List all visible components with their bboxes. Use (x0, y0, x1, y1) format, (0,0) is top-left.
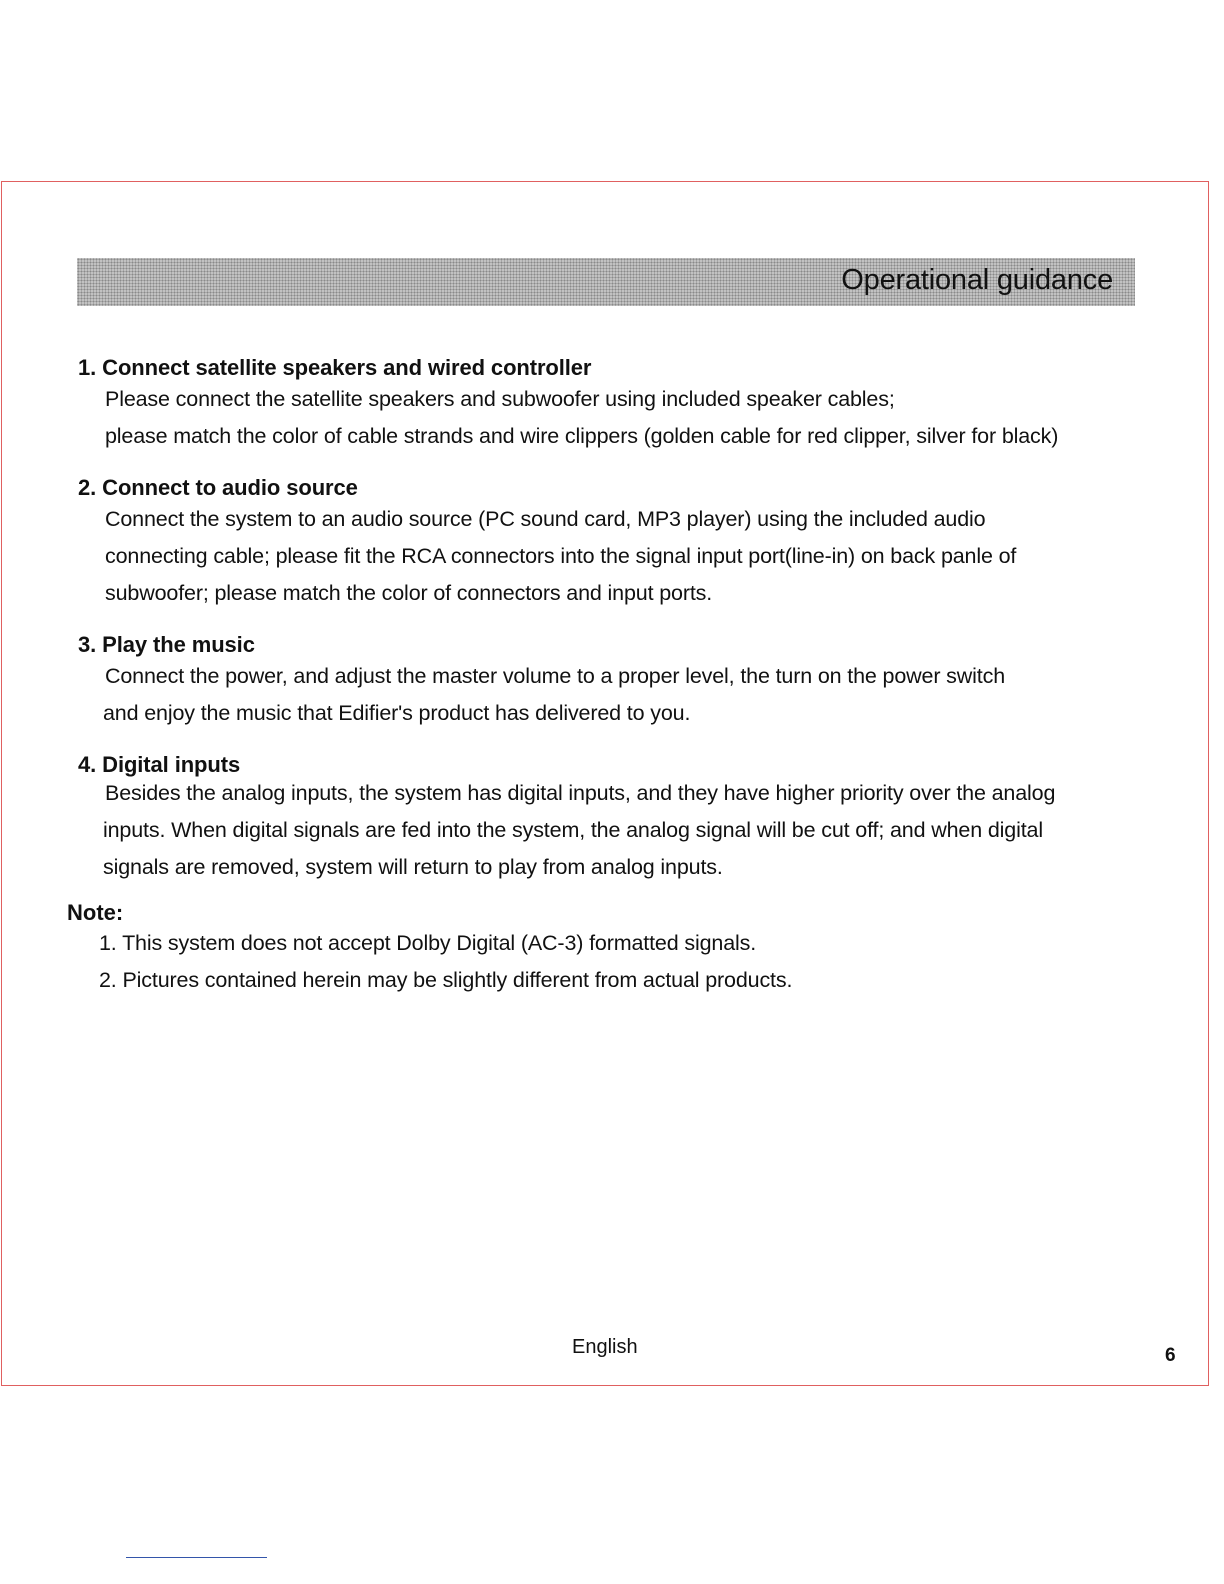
page-title: Operational guidance (841, 264, 1113, 296)
note-item: 1. This system does not accept Dolby Digital (AC-3) formatted signals. (99, 931, 757, 955)
section-2-title: 2. Connect to audio source (78, 475, 358, 500)
section-1-line: please match the color of cable strands and wire clippers (golden cable for red clipper, silver for black) (105, 424, 1059, 448)
section-2-line: Connect the system to an audio source (PC sound card, MP3 player) using the included audio (105, 507, 986, 531)
section-1-title: 1. Connect satellite speakers and wired controller (78, 355, 592, 380)
section-3-line: and enjoy the music that Edifier's product has delivered to you. (103, 701, 691, 725)
section-4-line: inputs. When digital signals are fed into the system, the analog signal will be cut off; and when digital (103, 818, 1043, 842)
page-number: 6 (1165, 1345, 1176, 1366)
footer-language: English (572, 1336, 638, 1358)
section-3-line: Connect the power, and adjust the master volume to a proper level, the turn on the power switch (105, 664, 1006, 688)
section-banner (77, 258, 1135, 306)
section-2-line: subwoofer; please match the color of connectors and input ports. (105, 581, 713, 605)
section-4-line: Besides the analog inputs, the system has digital inputs, and they have higher priority over the analog (105, 781, 1056, 805)
section-1-line: Please connect the satellite speakers and subwoofer using included speaker cables; (105, 387, 895, 411)
section-3-title: 3. Play the music (78, 632, 255, 657)
note-item: 2. Pictures contained herein may be slightly different from actual products. (99, 968, 793, 992)
footer-divider (126, 1557, 267, 1558)
section-4-title: 4. Digital inputs (78, 752, 241, 777)
section-4-line: signals are removed, system will return to play from analog inputs. (103, 855, 723, 879)
section-2-line: connecting cable; please fit the RCA connectors into the signal input port(line-in) on back panle of (105, 544, 1017, 568)
note-label: Note: (67, 900, 124, 925)
